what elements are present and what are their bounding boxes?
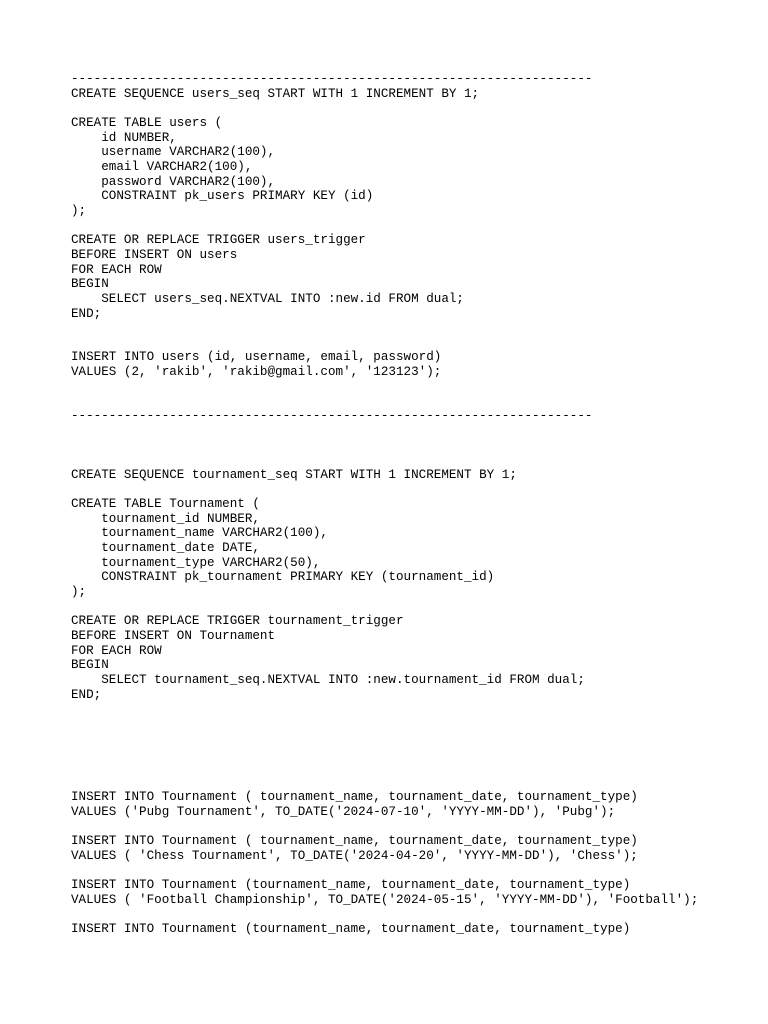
code-line xyxy=(71,717,698,732)
code-line: CONSTRAINT pk_tournament PRIMARY KEY (tournament_id) xyxy=(71,570,495,585)
code-line: BEFORE INSERT ON Tournament xyxy=(71,628,276,643)
code-line: tournament_id NUMBER, xyxy=(71,511,260,526)
code-line: SELECT tournament_seq.NEXTVAL INTO :new.tournament_id FROM dual; xyxy=(71,672,585,687)
code-line: INSERT INTO Tournament (tournament_name, tournament_date, tournament_type) xyxy=(71,922,631,937)
code-line: INSERT INTO Tournament ( tournament_name, tournament_date, tournament_type) xyxy=(71,834,638,849)
code-line xyxy=(71,321,698,336)
code-line: END; xyxy=(71,687,102,702)
code-line xyxy=(71,761,698,776)
code-line xyxy=(71,776,698,791)
code-line: CREATE SEQUENCE users_seq START WITH 1 INCREMENT BY 1; xyxy=(71,86,480,101)
code-line xyxy=(71,863,698,878)
code-line xyxy=(71,438,698,453)
code-line xyxy=(71,702,698,717)
code-line: ); xyxy=(71,203,87,218)
code-line: CREATE TABLE users ( xyxy=(71,115,223,130)
code-line: FOR EACH ROW xyxy=(71,643,162,658)
code-line: password VARCHAR2(100), xyxy=(71,174,276,189)
code-line xyxy=(71,600,698,615)
code-line: CREATE OR REPLACE TRIGGER users_trigger xyxy=(71,233,366,248)
code-line xyxy=(71,380,698,395)
code-line: id NUMBER, xyxy=(71,130,177,145)
code-line: CONSTRAINT pk_users PRIMARY KEY (id) xyxy=(71,189,374,204)
code-line: VALUES ('Pubg Tournament', TO_DATE('2024-07-10', 'YYYY-MM-DD'), 'Pubg'); xyxy=(71,804,616,819)
code-line: INSERT INTO Tournament (tournament_name, tournament_date, tournament_type) xyxy=(71,878,631,893)
code-line: --------------------------------------------------------------------- xyxy=(71,72,593,86)
code-line: INSERT INTO users (id, username, email, password) xyxy=(71,350,442,365)
code-line: ); xyxy=(71,584,87,599)
code-line: CREATE TABLE Tournament ( xyxy=(71,497,260,512)
sql-code-block xyxy=(71,72,698,937)
code-line: FOR EACH ROW xyxy=(71,262,162,277)
code-line: CREATE SEQUENCE tournament_seq START WITH 1 INCREMENT BY 1; xyxy=(71,467,517,482)
code-line: INSERT INTO Tournament ( tournament_name, tournament_date, tournament_type) xyxy=(71,790,638,805)
code-line: tournament_date DATE, xyxy=(71,541,260,555)
code-line: BEFORE INSERT ON users xyxy=(71,247,238,262)
code-line xyxy=(71,819,698,834)
code-line xyxy=(71,453,698,468)
code-line: VALUES ( 'Chess Tournament', TO_DATE('2024-04-20', 'YYYY-MM-DD'), 'Chess'); xyxy=(71,848,638,863)
code-line: username VARCHAR2(100), xyxy=(71,145,276,160)
code-line xyxy=(71,482,698,497)
code-line: tournament_type VARCHAR2(50), xyxy=(71,555,321,570)
code-line xyxy=(71,394,698,409)
code-line xyxy=(71,219,698,234)
code-line xyxy=(71,732,698,747)
code-line: END; xyxy=(71,306,102,321)
code-line: BEGIN xyxy=(71,658,109,673)
code-line: VALUES ( 'Football Championship', TO_DATE('2024-05-15', 'YYYY-MM-DD'), 'Football'); xyxy=(71,892,699,907)
code-line: BEGIN xyxy=(71,277,109,292)
code-line xyxy=(71,101,698,116)
code-line xyxy=(71,746,698,761)
code-line xyxy=(71,907,698,922)
code-line: tournament_name VARCHAR2(100), xyxy=(71,526,328,541)
code-line: VALUES (2, 'rakib', 'rakib@gmail.com', '123123'); xyxy=(71,365,442,380)
code-line: --------------------------------------------------------------------- xyxy=(71,409,593,424)
code-line xyxy=(71,424,698,439)
code-line: CREATE OR REPLACE TRIGGER tournament_trigger xyxy=(71,614,404,629)
code-line: email VARCHAR2(100), xyxy=(71,159,253,174)
code-line xyxy=(71,336,698,351)
code-line: SELECT users_seq.NEXTVAL INTO :new.id FROM dual; xyxy=(71,291,464,306)
